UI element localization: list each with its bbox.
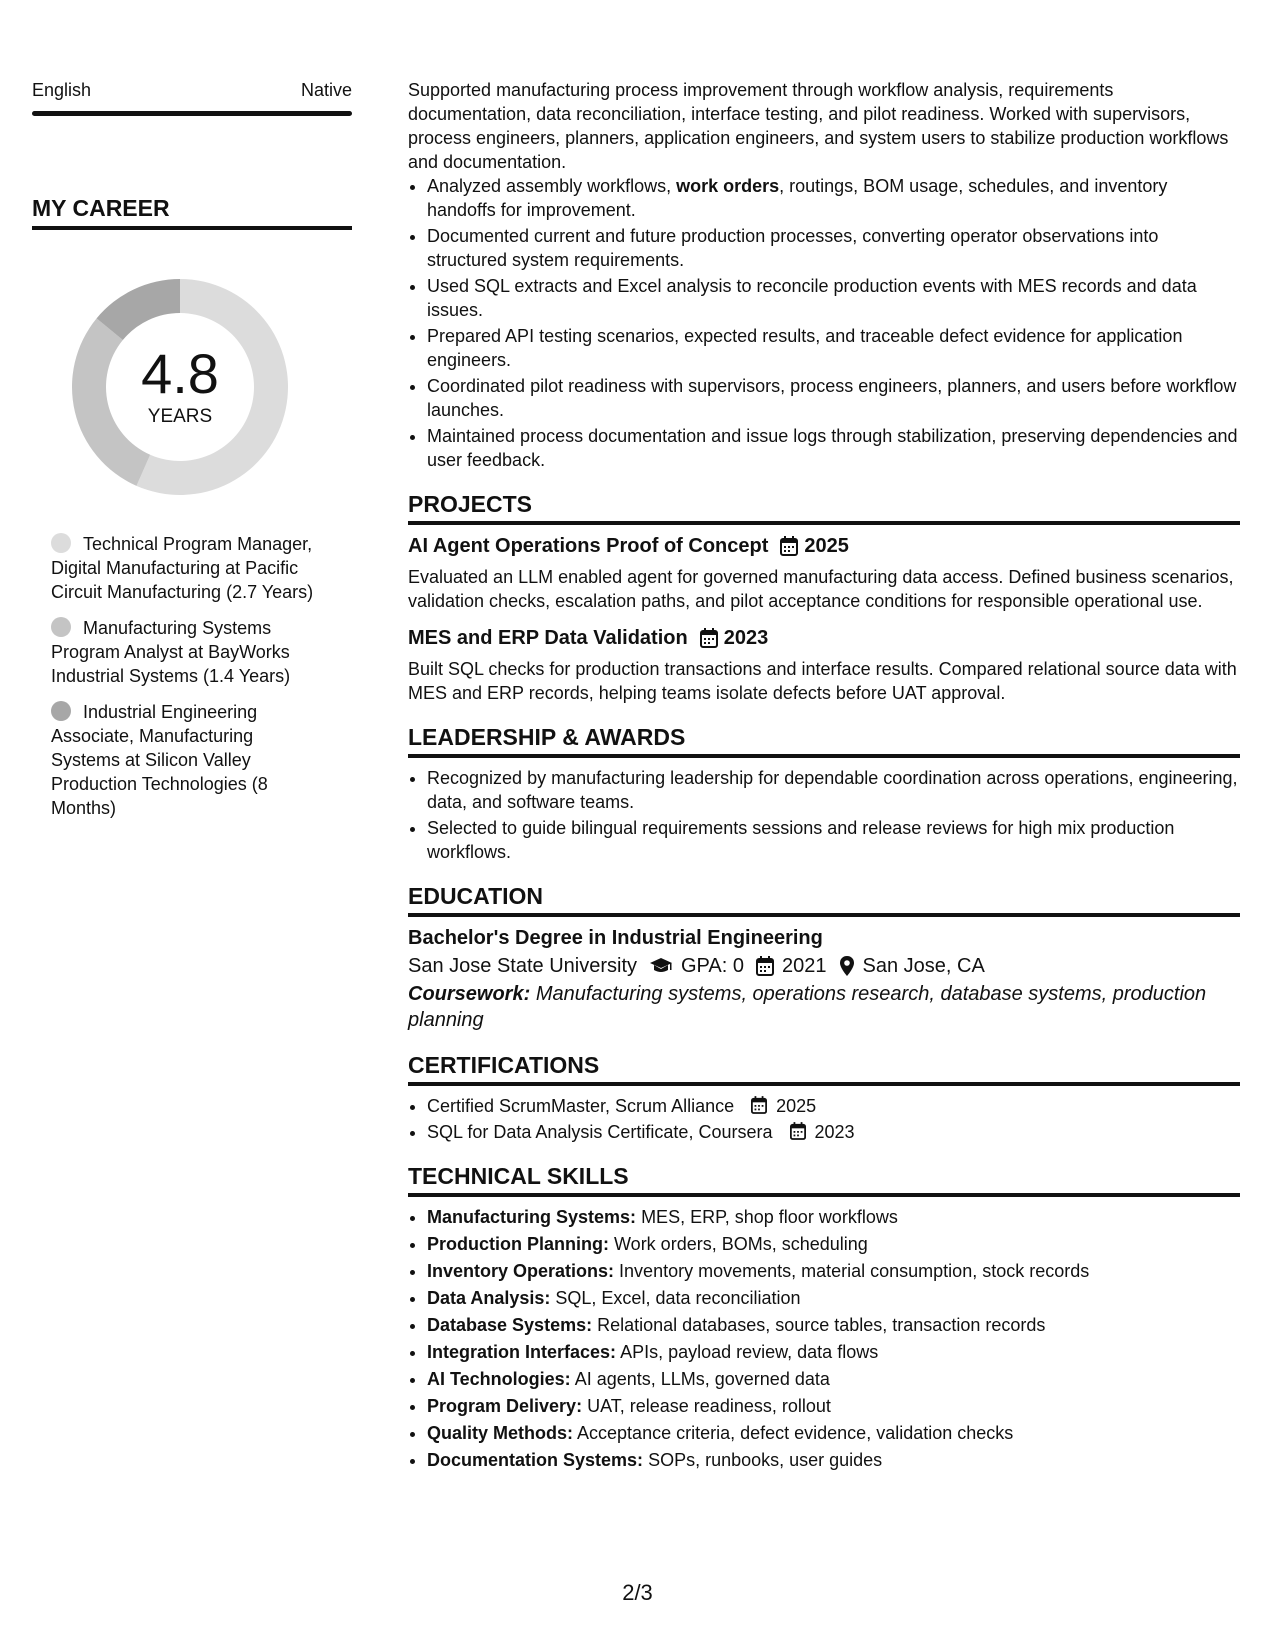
legend-dot-icon [51, 701, 71, 721]
certifications-list [408, 1094, 1240, 1144]
language-level: Native [300, 80, 352, 100]
skill-item [427, 1394, 1240, 1418]
bullet-bold-text: work orders [676, 176, 780, 196]
project-description: Evaluated an LLM enabled agent for governed manufacturing data access. Defined business scenarios, validation checks, escalation paths, and pilot acceptance conditions for responsible operational use. [408, 567, 1234, 611]
skill-label: AI Technologies: [427, 1369, 571, 1389]
graduation-year: 2021 [782, 955, 827, 977]
school-name: San Jose State University [408, 955, 637, 977]
skills-title: TECHNICAL SKILLS [408, 1163, 629, 1189]
coursework-text: Manufacturing systems, operations research, database systems, production planning [408, 983, 1207, 1031]
experience-bullet: • Documented current and future production processes, converting operator observations into structured system requirements. [427, 224, 1240, 272]
skill-value: SQL, Excel, data reconciliation [555, 1288, 801, 1308]
skill-value: SOPs, runbooks, user guides [648, 1450, 883, 1470]
skills-section [408, 1162, 1240, 1472]
certification-year: 2025 [776, 1096, 817, 1116]
projects-title: PROJECTS [408, 491, 532, 517]
left-column [32, 78, 352, 832]
skill-label: Quality Methods: [427, 1423, 574, 1443]
leadership-item: • Selected to guide bilingual requirements sessions and release reviews for high mix production workflows. [427, 816, 1240, 864]
section-rule [408, 754, 1240, 758]
skill-item [427, 1232, 1240, 1256]
skill-value: AI agents, LLMs, governed data [574, 1369, 830, 1389]
bullet-text: Analyzed assembly workflows, [427, 176, 677, 196]
bullet-text: , routings, BOM usage, schedules, and inventory handoffs for improvement. [427, 176, 1168, 220]
experience-bullet [427, 174, 1240, 222]
skill-item [427, 1259, 1240, 1283]
career-donut-chart [65, 272, 295, 502]
skill-label: Documentation Systems: [427, 1450, 644, 1470]
skill-item [427, 1313, 1240, 1337]
calendar-icon [700, 628, 718, 648]
degree-title: Bachelor's Degree in Industrial Engineering [408, 927, 823, 949]
skill-value: UAT, release readiness, rollout [587, 1396, 831, 1416]
career-legend [51, 532, 327, 820]
projects-section [408, 490, 1240, 705]
career-heading: MY CAREER [32, 195, 170, 221]
skill-label: Production Planning: [427, 1234, 609, 1254]
coursework [408, 981, 1240, 1033]
skill-item [427, 1205, 1240, 1229]
skill-value: Relational databases, source tables, transaction records [597, 1315, 1046, 1335]
career-legend-label: Industrial Engineering Associate, Manufacturing Systems at Silicon Valley Production Technologies (8 Months) [51, 702, 268, 818]
experience-summary: Supported manufacturing process improvement through workflow analysis, requirements documentation, data reconciliation, interface testing, and pilot readiness. Worked with supervisors, process engineers, planners, application engineers, and system users to stabilize production workflows and documentation. [408, 80, 1229, 172]
skill-label: Database Systems: [427, 1315, 593, 1335]
section-rule [408, 913, 1240, 917]
project-year: 2023 [723, 627, 769, 649]
experience-bullet: • Maintained process documentation and issue logs through stabilization, preserving dependencies and user feedback. [427, 424, 1240, 472]
project-title [408, 533, 1240, 559]
language-name: English [32, 80, 92, 100]
skill-label: Integration Interfaces: [427, 1342, 617, 1362]
certifications-title: CERTIFICATIONS [408, 1052, 600, 1078]
leadership-item: • Recognized by manufacturing leadership for dependable coordination across operations, engineering, data, and software teams. [427, 766, 1240, 814]
career-legend-item [51, 700, 327, 820]
school-location: San Jose, CA [862, 955, 985, 977]
graduation-cap-icon [649, 957, 673, 975]
certification-item [427, 1120, 1240, 1144]
coursework-label: Coursework: [408, 983, 531, 1005]
certifications-section [408, 1051, 1240, 1144]
career-legend-item [51, 532, 327, 604]
calendar-icon [790, 1122, 806, 1140]
leadership-list [408, 766, 1240, 864]
skill-value: Work orders, BOMs, scheduling [614, 1234, 868, 1254]
language-row [32, 78, 352, 102]
experience-bullet: • Used SQL extracts and Excel analysis to reconcile production events with MES records and data issues. [427, 274, 1240, 322]
certification-year: 2023 [814, 1122, 855, 1142]
section-rule [408, 1082, 1240, 1086]
skill-label: Manufacturing Systems: [427, 1207, 637, 1227]
career-legend-item [51, 616, 327, 688]
education-meta [408, 951, 1240, 981]
skill-item [427, 1421, 1240, 1445]
calendar-icon [756, 956, 774, 976]
leadership-section [408, 723, 1240, 864]
project-name: AI Agent Operations Proof of Concept [408, 535, 769, 557]
certification-name: Certified ScrumMaster, Scrum Alliance [427, 1096, 735, 1116]
career-years-unit: YEARS [147, 406, 213, 427]
experience-bullets [408, 174, 1240, 472]
skill-item [427, 1367, 1240, 1391]
skill-item [427, 1286, 1240, 1310]
career-heading-rule [32, 226, 352, 230]
skill-value: APIs, payload review, data flows [620, 1342, 879, 1362]
calendar-icon [751, 1096, 767, 1114]
skill-value: MES, ERP, shop floor workflows [641, 1207, 898, 1227]
career-total-years: 4.8 [141, 342, 219, 405]
skill-label: Data Analysis: [427, 1288, 551, 1308]
certification-item [427, 1094, 1240, 1118]
certification-name: SQL for Data Analysis Certificate, Coursera [427, 1122, 773, 1142]
project-year: 2025 [804, 535, 849, 557]
career-legend-label: Technical Program Manager, Digital Manufacturing at Pacific Circuit Manufacturing (2.7 Years) [51, 534, 314, 602]
page-number: 2/3 [622, 1580, 653, 1605]
career-legend-label: Manufacturing Systems Program Analyst at BayWorks Industrial Systems (1.4 Years) [51, 618, 291, 686]
skill-item [427, 1340, 1240, 1364]
gpa: GPA: 0 [681, 955, 744, 977]
language-level-bar [32, 111, 352, 116]
education-title: EDUCATION [408, 883, 544, 909]
skill-label: Program Delivery: [427, 1396, 583, 1416]
location-pin-icon [839, 955, 855, 977]
project-description: Built SQL checks for production transactions and interface results. Compared relational source data with MES and ERP records, helping teams isolate defects before UAT approval. [408, 659, 1237, 703]
leadership-title: LEADERSHIP & AWARDS [408, 724, 686, 750]
skill-value: Inventory movements, material consumption, stock records [619, 1261, 1090, 1281]
project-title [408, 625, 1240, 651]
legend-dot-icon [51, 617, 71, 637]
education-section [408, 882, 1240, 1033]
experience-bullet: • Prepared API testing scenarios, expected results, and traceable defect evidence for application engineers. [427, 324, 1240, 372]
skill-item [427, 1448, 1240, 1472]
calendar-icon [780, 536, 798, 556]
skill-value: Acceptance criteria, defect evidence, validation checks [577, 1423, 1014, 1443]
project-name: MES and ERP Data Validation [408, 627, 688, 649]
right-column [408, 78, 1240, 1475]
section-rule [408, 521, 1240, 525]
donut-center [65, 344, 295, 428]
section-rule [408, 1193, 1240, 1197]
skill-label: Inventory Operations: [427, 1261, 615, 1281]
skills-list [408, 1205, 1240, 1472]
experience-bullet: • Coordinated pilot readiness with supervisors, process engineers, planners, and users before workflow launches. [427, 374, 1240, 422]
legend-dot-icon [51, 533, 71, 553]
